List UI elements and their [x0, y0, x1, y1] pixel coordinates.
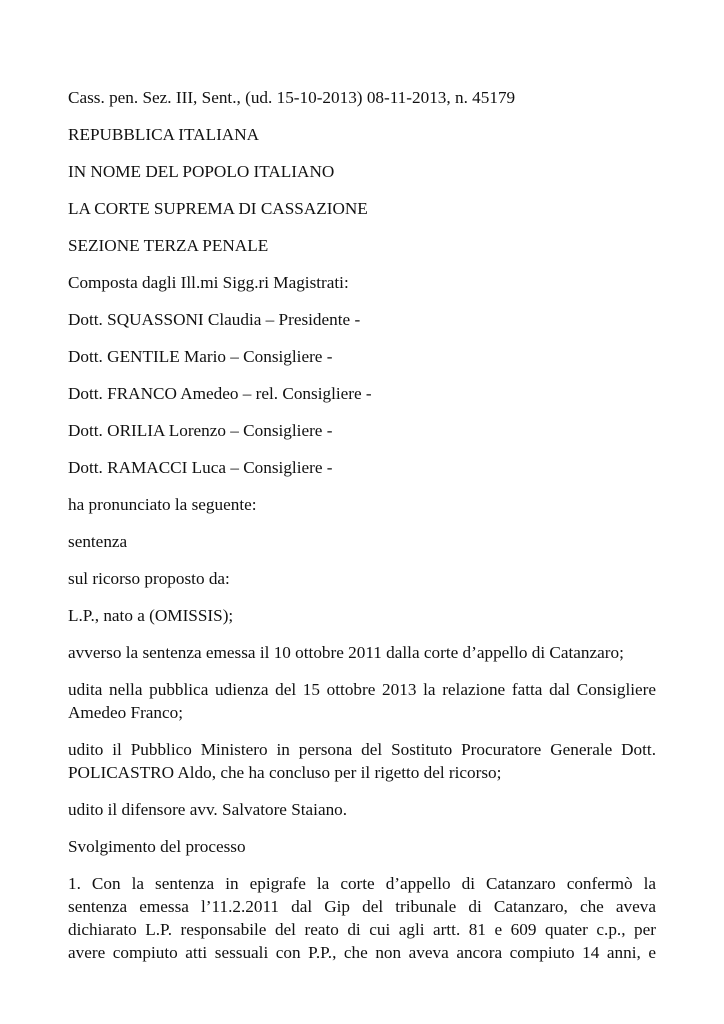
- hearing-paragraph: udita nella pubblica udienza del 15 ottobre 2013 la relazione fatta dal Consigliere Amedeo Franco;: [68, 680, 656, 722]
- composition-intro: Composta dagli Ill.mi Sigg.ri Magistrati:: [68, 273, 349, 292]
- paragraph-1-line: dichiarato L.P. responsabile del reato di cui agli artt. 81 e 609 quater c.p., per: [68, 920, 656, 939]
- defender-line: udito il difensore avv. Salvatore Staiano.: [68, 800, 348, 819]
- pronounced-line: ha pronunciato la seguente:: [68, 495, 257, 514]
- magistrate-gentile: Dott. GENTILE Mario – Consigliere -: [68, 347, 333, 366]
- against-paragraph: avverso la sentenza emessa il 10 ottobre 2011 dalla corte d’appello di Catanzaro;: [68, 643, 624, 662]
- appellant: L.P., nato a (OMISSIS);: [68, 606, 234, 625]
- doc-type: sentenza: [68, 532, 128, 551]
- header-people: IN NOME DEL POPOLO ITALIANO: [68, 162, 335, 181]
- citation: Cass. pen. Sez. III, Sent., (ud. 15-10-2013) 08-11-2013, n. 45179: [68, 88, 516, 107]
- magistrate-orilia: Dott. ORILIA Lorenzo – Consigliere -: [68, 421, 333, 440]
- appeal-by: sul ricorso proposto da:: [68, 569, 230, 588]
- magistrate-ramacci: Dott. RAMACCI Luca – Consigliere -: [68, 458, 333, 477]
- header-court: LA CORTE SUPREMA DI CASSAZIONE: [68, 199, 368, 218]
- paragraph-1-line: sentenza emessa l’11.2.2011 dal Gip del tribunale di Catanzaro, che aveva: [68, 897, 656, 916]
- paragraph-1-line: avere compiuto atti sessuali con P.P., che non aveva ancora compiuto 14 anni, e: [68, 943, 656, 962]
- magistrate-president: Dott. SQUASSONI Claudia – Presidente -: [68, 310, 361, 329]
- prosecutor-paragraph: udito il Pubblico Ministero in persona del Sostituto Procuratore Generale Dott. POLICASTRO Aldo, che ha concluso per il rigetto del ricorso;: [68, 740, 656, 782]
- document-page: [68, 86, 656, 978]
- header-republic: REPUBBLICA ITALIANA: [68, 125, 260, 144]
- magistrate-franco: Dott. FRANCO Amedeo – rel. Consigliere -: [68, 384, 372, 403]
- paragraph-1: [68, 872, 656, 964]
- paragraph-1-line: 1. Con la sentenza in epigrafe la corte d’appello di Catanzaro confermò la: [68, 874, 656, 893]
- section-title: Svolgimento del processo: [68, 837, 246, 856]
- header-section: SEZIONE TERZA PENALE: [68, 236, 269, 255]
